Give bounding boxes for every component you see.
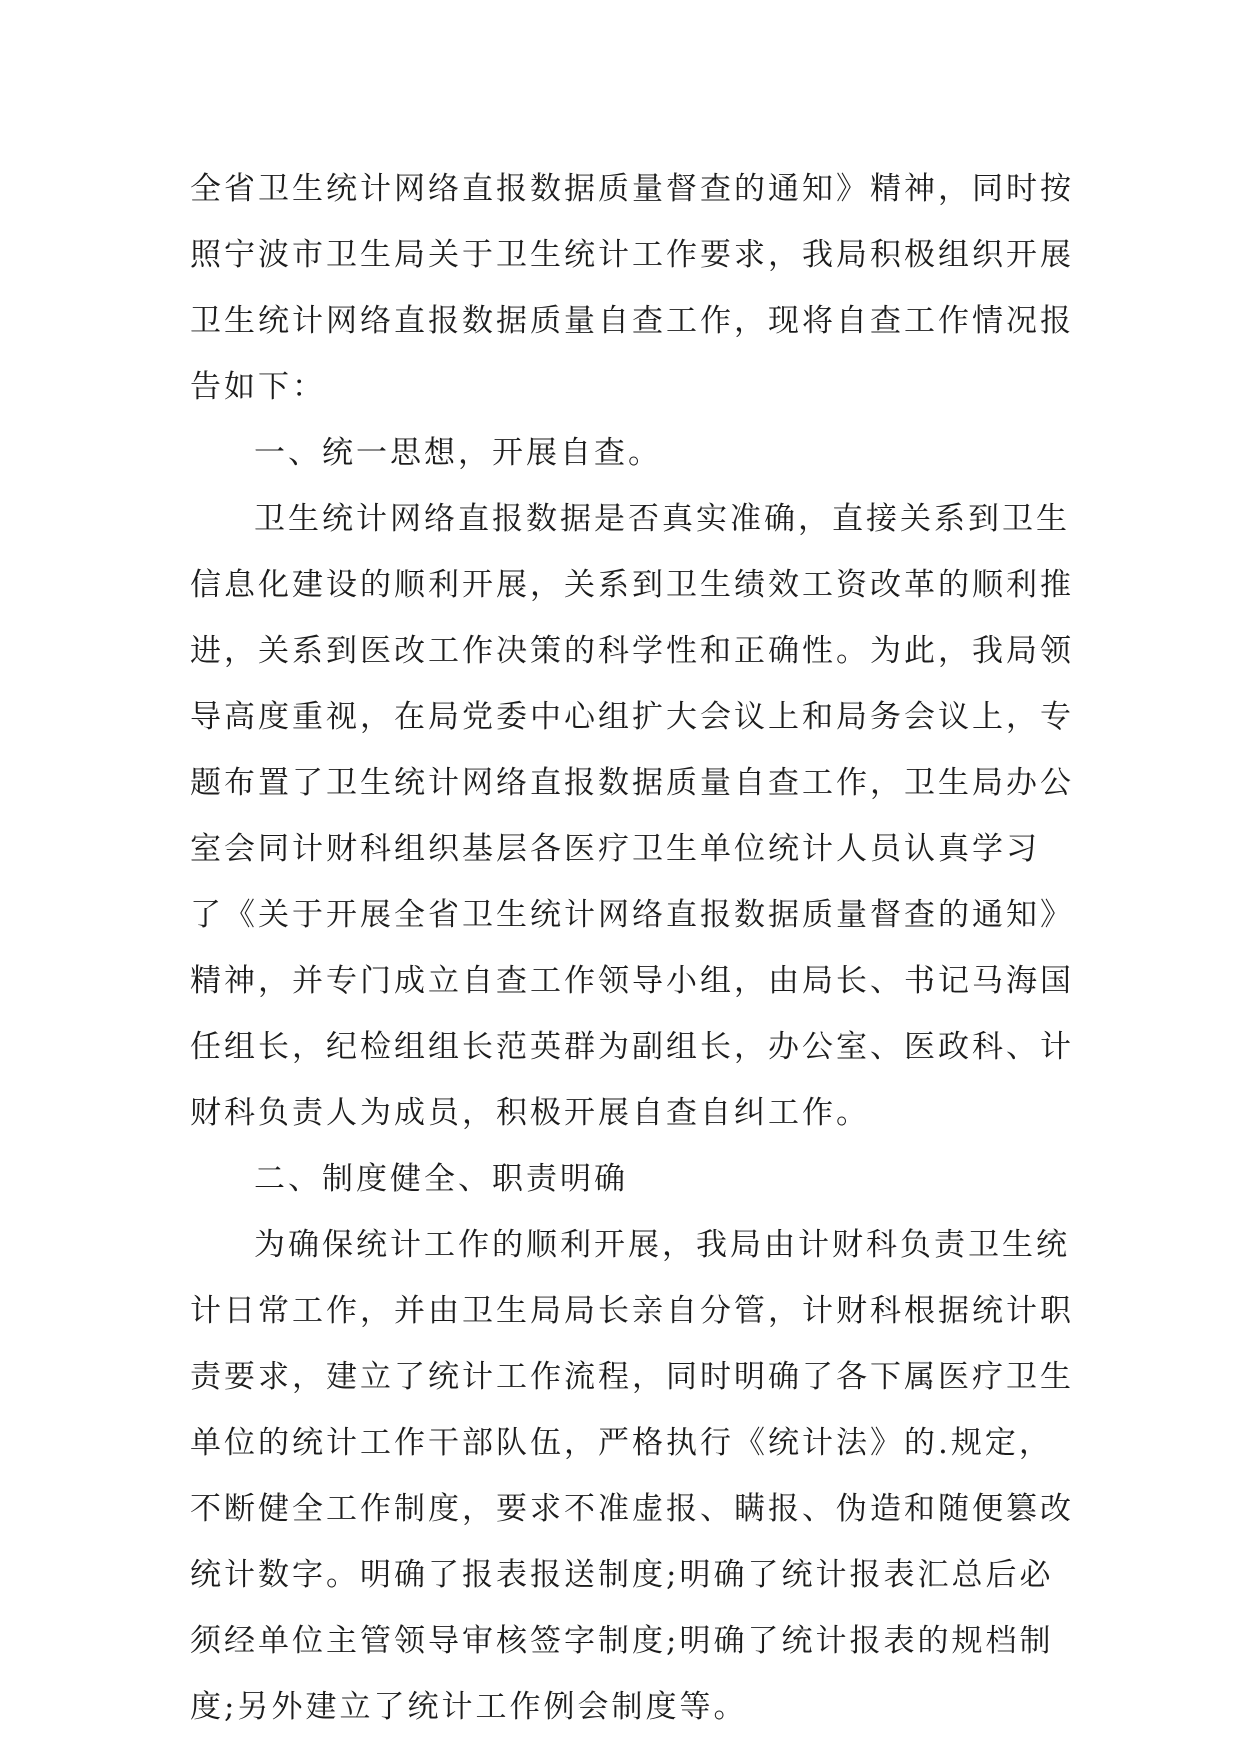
paragraph-line: 为确保统计工作的顺利开展，我局由计财科负责卫生统 <box>254 1227 1070 1263</box>
paragraph-line: 信息化建设的顺利开展，关系到卫生绩效工资改革的顺利推 <box>190 567 1074 603</box>
paragraph-line: 不断健全工作制度，要求不准虚报、瞒报、伪造和随便篡改 <box>190 1491 1074 1527</box>
paragraph-line: 告如下： <box>190 369 326 405</box>
paragraph-line: 导高度重视，在局党委中心组扩大会议上和局务会议上，专 <box>190 699 1074 735</box>
paragraph-line: 计日常工作，并由卫生局局长亲自分管，计财科根据统计职 <box>190 1293 1074 1329</box>
paragraph-line: 卫生统计网络直报数据质量自查工作，现将自查工作情况报 <box>190 303 1074 339</box>
paragraph-line: 精神，并专门成立自查工作领导小组，由局长、书记马海国 <box>190 963 1074 999</box>
paragraph-line: 了《关于开展全省卫生统计网络直报数据质量督查的通知》 <box>190 897 1074 933</box>
paragraph-line: 财科负责人为成员，积极开展自查自纠工作。 <box>190 1095 870 1131</box>
paragraph-line: 须经单位主管领导审核签字制度;明确了统计报表的规档制 <box>190 1623 1054 1659</box>
section-heading: 一、统一思想，开展自查。 <box>254 435 662 471</box>
paragraph-line: 进，关系到医改工作决策的科学性和正确性。为此，我局领 <box>190 633 1074 669</box>
paragraph-line: 卫生统计网络直报数据是否真实准确，直接关系到卫生 <box>254 501 1070 537</box>
section-heading: 二、制度健全、职责明确 <box>254 1161 628 1197</box>
document-body <box>190 156 1074 1740</box>
paragraph-line: 题布置了卫生统计网络直报数据质量自查工作，卫生局办公 <box>190 765 1074 801</box>
paragraph-line: 全省卫生统计网络直报数据质量督查的通知》精神，同时按 <box>190 171 1074 207</box>
paragraph-line: 任组长，纪检组组长范英群为副组长，办公室、医政科、计 <box>190 1029 1074 1065</box>
paragraph-line: 责要求，建立了统计工作流程，同时明确了各下属医疗卫生 <box>190 1359 1074 1395</box>
paragraph-line: 室会同计财科组织基层各医疗卫生单位统计人员认真学习 <box>190 831 1040 867</box>
paragraph-line: 单位的统计工作干部队伍，严格执行《统计法》的.规定， <box>190 1425 1053 1461</box>
paragraph-line: 统计数字。明确了报表报送制度;明确了统计报表汇总后必 <box>190 1557 1054 1593</box>
paragraph-line: 照宁波市卫生局关于卫生统计工作要求，我局积极组织开展 <box>190 237 1074 273</box>
paragraph-line: 度;另外建立了统计工作例会制度等。 <box>190 1689 748 1725</box>
